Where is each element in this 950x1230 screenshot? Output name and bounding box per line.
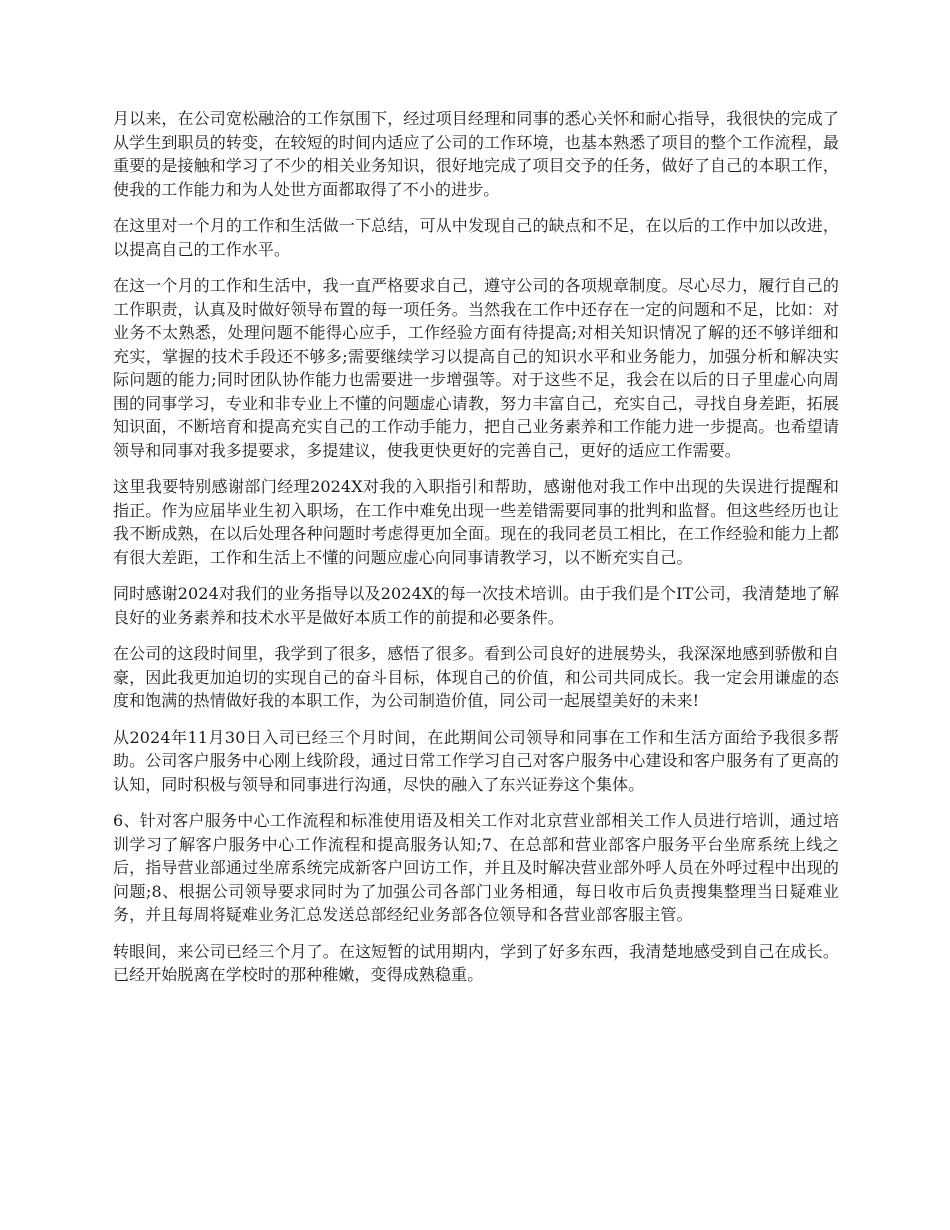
paragraph-1: 月以来，在公司宽松融洽的工作氛围下，经过项目经理和同事的悉心关怀和耐心指导，我很快的完成了从学生到职员的转变，在较短的时间内适应了公司的工作环境，也基本熟悉了项目的整个工作流程，最重要的是接触和学习了不少的相关业务知识，很好地完成了项目交予的任务，做好了自己的本职工作，使我的工作能力和为人处世方面都取得了不小的进步。 — [113, 109, 839, 199]
paragraph-3: 在这一个月的工作和生活中，我一直严格要求自己，遵守公司的各项规章制度。尽心尽力，履行自己的工作职责，认真及时做好领导布置的每一项任务。当然我在工作中还存在一定的问题和不足，比如：对业务不太熟悉，处理问题不能得心应手，工作经验方面有待提高;对相关知识情况了解的还不够详细和充实，掌握的技术手段还不够多;需要继续学习以提高自己的知识水平和业务能力，加强分析和解决实际问题的能力;同时团队协作能力也需要进一步增强等。对于这些不足，我会在以后的日子里虚心向周围的同事学习，专业和非专业上不懂的问题虚心请教，努力丰富自己，充实自己，寻找自身差距，拓展知识面，不断培育和提高充实自己的工作动手能力，把自己业务素养和工作能力进一步提高。也希望请领导和同事对我多提要求，多提建议，使我更快更好的完善自己，更好的适应工作需要。 — [113, 276, 839, 460]
paragraph-7: 从2024年11月30日入司已经三个月时间，在此期间公司领导和同事在工作和生活方面给予我很多帮助。公司客户服务中心刚上线阶段，通过日常工作学习自己对客户服务中心建设和客户服务有了更高的认知，同时积极与领导和同事进行沟通，尽快的融入了东兴证券这个集体。 — [113, 727, 839, 794]
paragraph-8: 6、针对客户服务中心工作流程和标准使用语及相关工作对北京营业部相关工作人员进行培训，通过培训学习了解客户服务中心工作流程和提高服务认知;7、在总部和营业部客户服务平台坐席系统上线之后，指导营业部通过坐席系统完成新客户回访工作，并且及时解决营业部外呼人员在外呼过程中出现的问题;8、根据公司领导要求同时为了加强公司各部门业务相通，每日收市后负责搜集整理当日疑难业务，并且每周将疑难业务汇总发送总部经纪业务部各位领导和各营业部客服主管。 — [113, 811, 839, 924]
paragraph-2: 在这里对一个月的工作和生活做一下总结，可从中发现自己的缺点和不足，在以后的工作中加以改进，以提高自己的工作水平。 — [113, 216, 839, 259]
paragraph-6: 在公司的这段时间里，我学到了很多，感悟了很多。看到公司良好的进展势头，我深深地感到骄傲和自豪，因此我更加迫切的实现自己的奋斗目标，体现自己的价值，和公司共同成长。我一定会用谦虚的态度和饱满的热情做好我的本职工作，为公司制造价值，同公司一起展望美好的未来! — [113, 644, 839, 710]
paragraph-9: 转眼间，来公司已经三个月了。在这短暂的试用期内，学到了好多东西，我清楚地感受到自己在成长。已经开始脱离在学校时的那种稚嫩，变得成熟稳重。 — [113, 941, 839, 984]
paragraph-5: 同时感谢2024对我们的业务指导以及2024X的每一次技术培训。由于我们是个IT公司，我清楚地了解良好的业务素养和技术水平是做好本质工作的前提和必要条件。 — [113, 584, 839, 627]
paragraph-4: 这里我要特别感谢部门经理2024X对我的入职指引和帮助，感谢他对我工作中出现的失误进行提醒和指正。作为应届毕业生初入职场，在工作中难免出现一些差错需要同事的批判和监督。但这些经历也让我不断成熟，在以后处理各种问题时考虑得更加全面。现在的我同老员工相比，在工作经验和能力上都有很大差距，工作和生活上不懂的问题应虚心向同事请教学习，以不断充实自己。 — [113, 477, 839, 567]
document-body — [113, 107, 839, 1000]
